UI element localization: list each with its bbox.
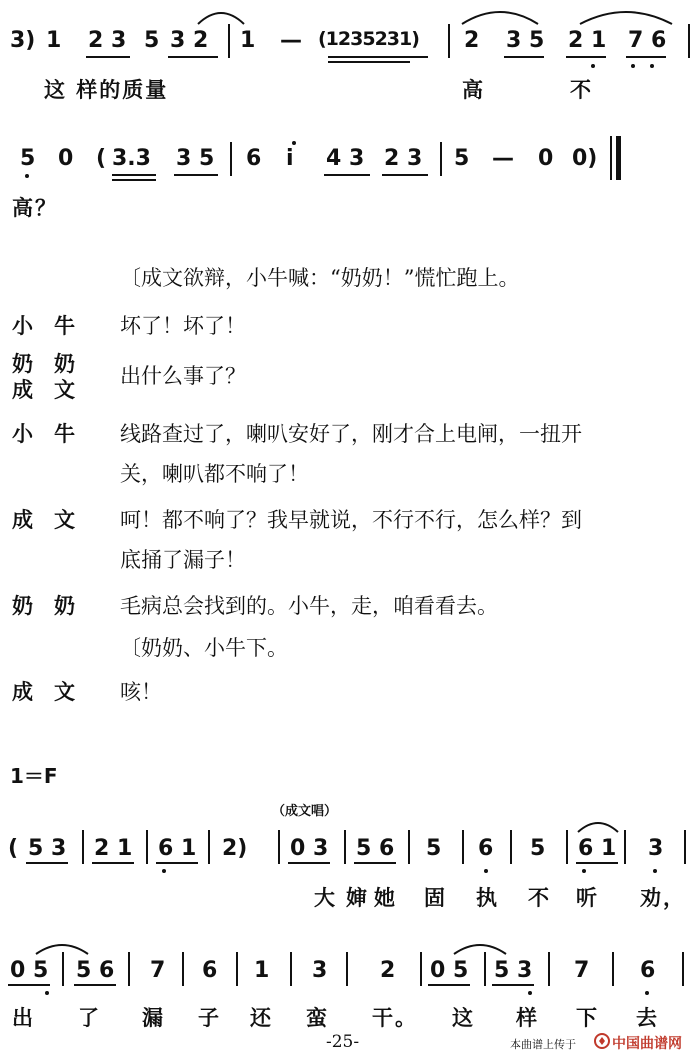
stage-direction: 〔成文欲辩，小牛喊：“奶奶！”慌忙跑上。 xyxy=(120,266,520,290)
note: 3 xyxy=(648,836,664,861)
note: 6 1 xyxy=(158,836,197,861)
bar-line xyxy=(346,952,348,986)
note: 0 5 xyxy=(10,958,49,983)
note: 5 3 xyxy=(494,958,533,983)
note: 5 xyxy=(20,146,36,171)
bar-line xyxy=(82,830,84,864)
note: 0 3 xyxy=(290,836,329,861)
bar-line xyxy=(208,830,210,864)
note: ( xyxy=(96,146,107,171)
final-bar xyxy=(610,136,612,180)
note: 7 6 xyxy=(628,28,667,53)
note: 1 xyxy=(254,958,270,983)
tie-arc xyxy=(578,6,674,26)
lyric: 大 xyxy=(314,886,337,910)
note: 0) xyxy=(572,146,598,171)
upload-credit: 本曲谱上传于 xyxy=(510,1038,576,1051)
speaker: 小 牛 xyxy=(12,313,75,338)
note: 3 5 xyxy=(176,146,215,171)
tie-arc xyxy=(460,6,540,26)
bar-line xyxy=(344,830,346,864)
lyric: 了 xyxy=(78,1006,101,1030)
note: 2 xyxy=(380,958,396,983)
tie-arc xyxy=(196,6,246,26)
note: i xyxy=(286,146,294,171)
note: 5 6 xyxy=(76,958,115,983)
speaker: 成 文 xyxy=(12,377,75,402)
lyric: 样 xyxy=(516,1006,539,1030)
note-group: (1235231) xyxy=(318,28,419,50)
singer-note: （成文唱） xyxy=(272,804,338,819)
dialogue-line: 出什么事了？ xyxy=(120,364,246,388)
lyric: 去 xyxy=(636,1006,659,1030)
bar-line xyxy=(688,24,690,58)
lyric: 不 xyxy=(528,886,551,910)
lyric: 蛮 xyxy=(306,1006,329,1030)
bar-line xyxy=(684,830,686,864)
lyric: 执 xyxy=(476,886,499,910)
bar-line xyxy=(420,952,422,986)
lyric: 不 xyxy=(570,78,593,102)
note: 2 3 xyxy=(384,146,423,171)
lyric: 高？ xyxy=(12,196,58,220)
bar-line xyxy=(146,830,148,864)
dash: — xyxy=(492,146,514,171)
dialogue-line: 毛病总会找到的。小牛，走，咱看看去。 xyxy=(120,594,498,618)
lyric: 漏 xyxy=(142,1006,165,1030)
speaker: 奶 奶 xyxy=(12,593,75,618)
bar-line xyxy=(408,830,410,864)
final-bar-thick xyxy=(616,136,621,180)
bar-line xyxy=(612,952,614,986)
bar-line xyxy=(484,952,486,986)
note: 3.3 xyxy=(112,146,151,171)
page-number: -25- xyxy=(326,1032,360,1052)
note: 5 xyxy=(454,146,470,171)
note: 1 xyxy=(46,28,62,53)
lyric: 劝， xyxy=(640,886,686,910)
lyric: 还 xyxy=(250,1006,273,1030)
note: ( xyxy=(8,836,19,861)
dash: — xyxy=(280,28,302,53)
note: 3) xyxy=(10,28,36,53)
tie-arc xyxy=(34,940,90,956)
note: 2 1 xyxy=(94,836,133,861)
bar-line xyxy=(236,952,238,986)
bar-line xyxy=(548,952,550,986)
note: 5 xyxy=(530,836,546,861)
lyric: 这 xyxy=(452,1006,475,1030)
note: 2 xyxy=(464,28,480,53)
note: 3 2 xyxy=(170,28,209,53)
note: 5 xyxy=(426,836,442,861)
bar-line xyxy=(448,24,450,58)
stage-direction: 〔奶奶、小牛下。 xyxy=(120,636,288,660)
note: 6 xyxy=(478,836,494,861)
site-logo-icon[interactable] xyxy=(594,1033,610,1049)
lyric: 固 xyxy=(424,886,447,910)
dialogue-line: 呵！都不响了？我早就说，不行不行，怎么样？到 xyxy=(120,508,582,532)
site-logo-text[interactable]: 中国曲谱网 xyxy=(612,1036,682,1052)
note: 0 xyxy=(58,146,74,171)
bar-line xyxy=(510,830,512,864)
lyric: 这 样的质量 xyxy=(44,78,169,102)
note: 2 3 xyxy=(88,28,127,53)
note: 6 xyxy=(640,958,656,983)
note: 5 6 xyxy=(356,836,395,861)
note: 4 3 xyxy=(326,146,365,171)
bar-line xyxy=(566,830,568,864)
lyric: 婶 xyxy=(346,886,369,910)
note: 7 xyxy=(574,958,590,983)
bar-line xyxy=(62,952,64,986)
speaker: 小 牛 xyxy=(12,421,75,446)
speaker: 成 文 xyxy=(12,679,75,704)
note: 0 xyxy=(538,146,554,171)
tie-arc xyxy=(452,940,508,956)
bar-line xyxy=(440,142,442,176)
note: 6 1 xyxy=(578,836,617,861)
bar-line xyxy=(182,952,184,986)
dialogue-line: 底捅了漏子！ xyxy=(120,548,246,572)
bar-line xyxy=(682,952,684,986)
note: 5 xyxy=(144,28,160,53)
dialogue-line: 咳！ xyxy=(120,680,162,704)
bar-line xyxy=(290,952,292,986)
dialogue-line: 坏了！坏了！ xyxy=(120,314,246,338)
bar-line xyxy=(230,142,232,176)
tie-arc xyxy=(576,818,620,834)
note: 2) xyxy=(222,836,248,861)
bar-line xyxy=(128,952,130,986)
note: 6 xyxy=(246,146,262,171)
note: 6 xyxy=(202,958,218,983)
lyric: 下 xyxy=(576,1006,599,1030)
lyric: 听 xyxy=(576,886,599,910)
note: 3 xyxy=(312,958,328,983)
dialogue-line: 线路查过了，喇叭安好了，刚才合上电闸，一扭开 xyxy=(120,422,582,446)
lyric: 子 xyxy=(198,1006,221,1030)
speaker: 成 文 xyxy=(12,507,75,532)
bar-line xyxy=(228,24,230,58)
note: 3 5 xyxy=(506,28,545,53)
lyric: 高 xyxy=(462,78,485,102)
bar-line xyxy=(462,830,464,864)
dialogue-line: 关，喇叭都不响了！ xyxy=(120,462,309,486)
lyric: 她 xyxy=(374,886,397,910)
key-signature: 1＝F xyxy=(10,764,58,788)
speaker: 奶 奶 xyxy=(12,351,75,376)
lyric: 出 xyxy=(12,1006,35,1030)
bar-line xyxy=(278,830,280,864)
bar-line xyxy=(624,830,626,864)
note: 7 xyxy=(150,958,166,983)
note: 0 5 xyxy=(430,958,469,983)
note: 1 xyxy=(240,28,256,53)
note: 5 3 xyxy=(28,836,67,861)
note: 2 1 xyxy=(568,28,607,53)
lyric: 干。 xyxy=(372,1006,418,1030)
